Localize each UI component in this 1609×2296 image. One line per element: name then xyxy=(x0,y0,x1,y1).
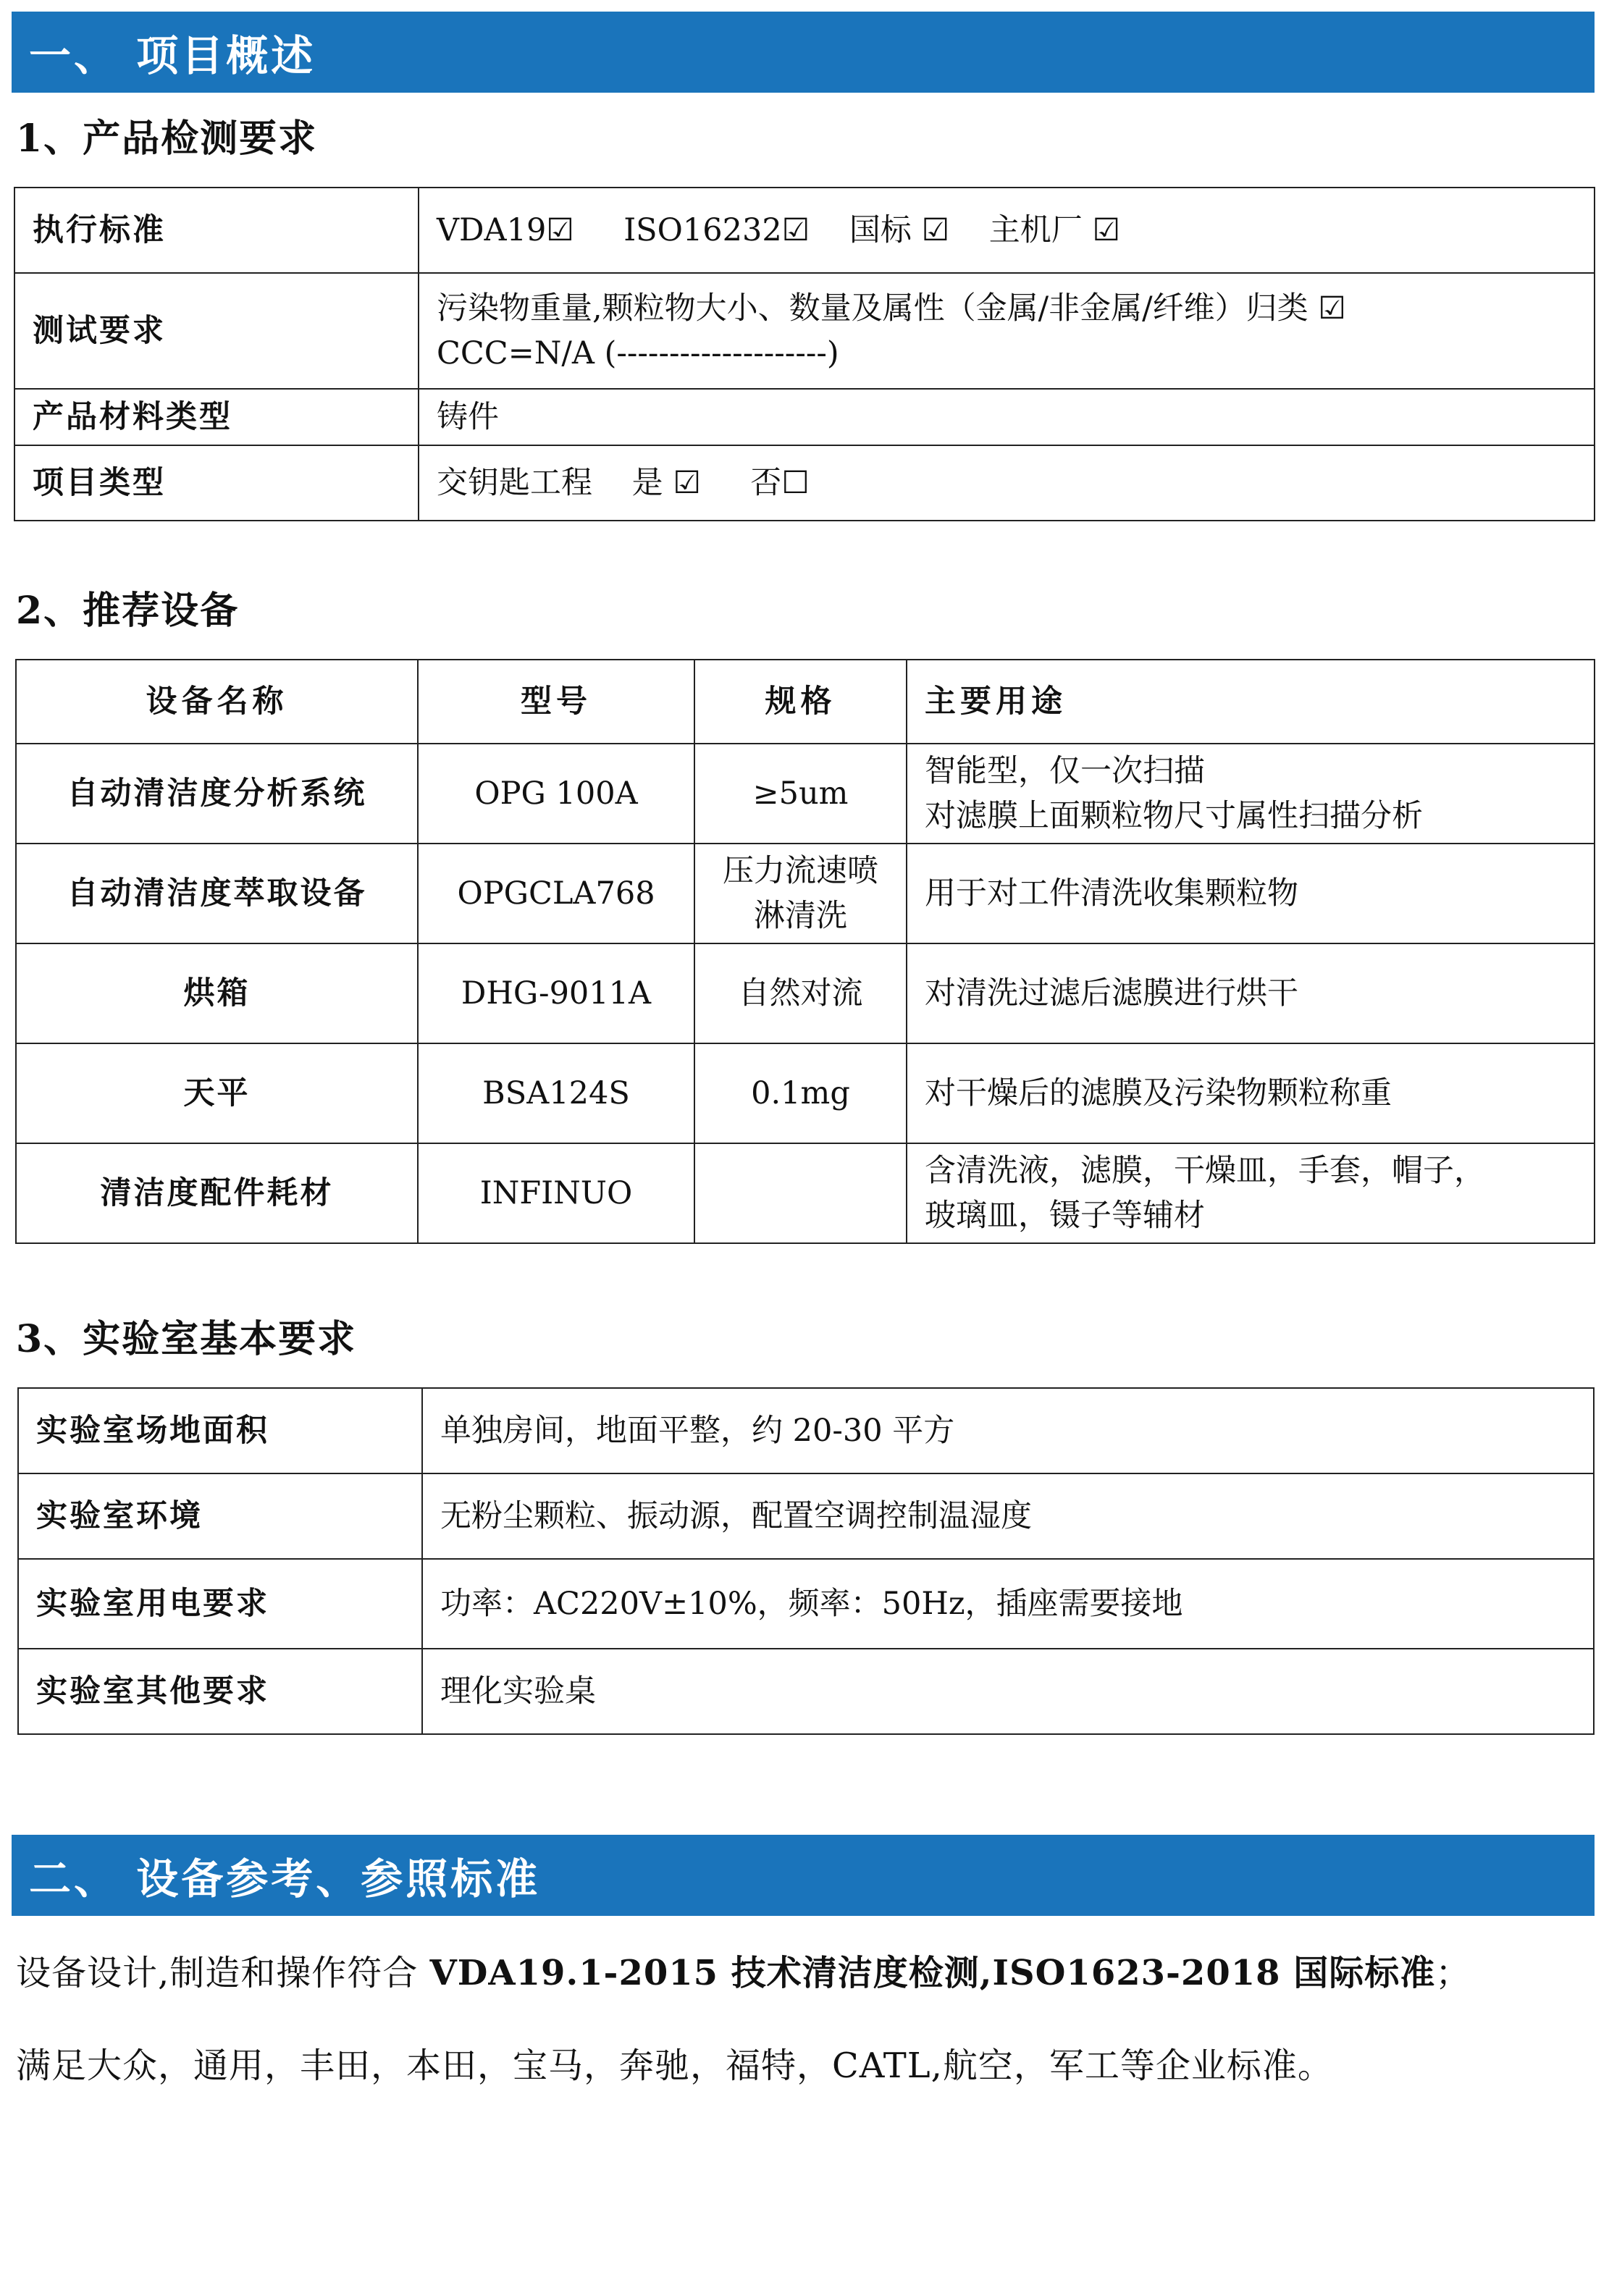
row-value: 无粉尘颗粒、振动源，配置空调控制温湿度 xyxy=(422,1473,1594,1559)
subheading-recommended-equipment: 2、推荐设备 xyxy=(16,589,240,633)
row-label: 实验室用电要求 xyxy=(18,1559,422,1649)
table-row xyxy=(16,943,1595,1043)
standards-paragraph xyxy=(16,1948,1595,1998)
subheading-lab-requirements: 3、实验室基本要求 xyxy=(16,1317,357,1361)
row-label: 实验室环境 xyxy=(18,1473,422,1559)
table-row xyxy=(16,844,1595,943)
column-header: 设备名称 xyxy=(16,660,418,744)
row-label: 执行标准 xyxy=(14,188,419,273)
row-label: 产品材料类型 xyxy=(14,389,419,445)
spec-line: 淋清洗 xyxy=(754,898,847,934)
table-row xyxy=(16,1143,1595,1243)
section-title: 一、 项目概述 xyxy=(29,31,316,80)
equipment-use: 对干燥后的滤膜及污染物颗粒称重 xyxy=(907,1043,1595,1143)
table-row xyxy=(14,188,1595,273)
paragraph-text: ； xyxy=(1435,1953,1471,1993)
subheading-product-requirements: 1、产品检测要求 xyxy=(16,117,318,161)
row-value: 单独房间，地面平整，约 20-30 平方 xyxy=(422,1388,1594,1473)
table-row xyxy=(14,445,1595,521)
equipment-model: INFINUO xyxy=(418,1143,694,1243)
equipment-use xyxy=(907,1143,1595,1243)
equipment-name: 天平 xyxy=(16,1043,418,1143)
equipment-name: 清洁度配件耗材 xyxy=(16,1143,418,1243)
table-row xyxy=(18,1388,1594,1473)
equipment-model: BSA124S xyxy=(418,1043,694,1143)
table-row xyxy=(14,273,1595,389)
equipment-name: 自动清洁度分析系统 xyxy=(16,744,418,844)
value-line: CCC=N/A (--------------------) xyxy=(437,335,839,371)
paragraph-text: 设备设计,制造和操作符合 xyxy=(16,1953,430,1993)
equipment-use: 对清洗过滤后滤膜进行烘干 xyxy=(907,943,1595,1043)
section-banner-overview xyxy=(12,12,1595,93)
equipment-table xyxy=(15,659,1595,1244)
equipment-use xyxy=(907,744,1595,844)
row-value xyxy=(419,273,1595,389)
equipment-model: OPGCLA768 xyxy=(418,844,694,943)
use-line: 玻璃皿，镊子等辅材 xyxy=(925,1198,1205,1234)
equipment-spec: 自然对流 xyxy=(694,943,907,1043)
paragraph-bold-text: VDA19.1-2015 技术清洁度检测,ISO1623-2018 国际标准 xyxy=(429,1953,1436,1993)
equipment-spec: 0.1mg xyxy=(694,1043,907,1143)
row-value: VDA19☑ ISO16232☑ 国标 ☑ 主机厂 ☑ xyxy=(419,188,1595,273)
use-line: 智能型，仅一次扫描 xyxy=(925,753,1205,789)
lab-requirements-table xyxy=(17,1387,1595,1735)
equipment-spec: ≥5um xyxy=(694,744,907,844)
row-label: 测试要求 xyxy=(14,273,419,389)
table-row xyxy=(16,744,1595,844)
section-title: 二、 设备参考、参照标准 xyxy=(29,1854,541,1904)
product-requirements-table xyxy=(14,187,1595,521)
equipment-use: 用于对工件清洗收集颗粒物 xyxy=(907,844,1595,943)
row-value: 交钥匙工程 是 ☑ 否☐ xyxy=(419,445,1595,521)
use-line: 对滤膜上面颗粒物尺寸属性扫描分析 xyxy=(925,798,1423,834)
row-value: 铸件 xyxy=(419,389,1595,445)
section-banner-standards xyxy=(12,1835,1595,1916)
row-label: 实验室其他要求 xyxy=(18,1649,422,1734)
row-value: 理化实验桌 xyxy=(422,1649,1594,1734)
equipment-model: DHG-9011A xyxy=(418,943,694,1043)
column-header: 主要用途 xyxy=(907,660,1595,744)
spec-line: 压力流速喷 xyxy=(723,853,878,889)
table-row xyxy=(18,1649,1594,1734)
table-row xyxy=(16,1043,1595,1143)
use-line: 含清洗液，滤膜，干燥皿，手套，帽子， xyxy=(925,1153,1485,1189)
value-line: 污染物重量,颗粒物大小、数量及属性（金属/非金属/纤维）归类 ☑ xyxy=(437,290,1346,327)
equipment-spec xyxy=(694,1143,907,1243)
row-value: 功率：AC220V±10%，频率：50Hz，插座需要接地 xyxy=(422,1559,1594,1649)
table-header-row xyxy=(16,660,1595,744)
column-header: 型号 xyxy=(418,660,694,744)
equipment-name: 自动清洁度萃取设备 xyxy=(16,844,418,943)
column-header: 规格 xyxy=(694,660,907,744)
equipment-model: OPG 100A xyxy=(418,744,694,844)
table-row xyxy=(18,1559,1594,1649)
equipment-name: 烘箱 xyxy=(16,943,418,1043)
table-row xyxy=(18,1473,1594,1559)
row-label: 项目类型 xyxy=(14,445,419,521)
row-label: 实验室场地面积 xyxy=(18,1388,422,1473)
table-row xyxy=(14,389,1595,445)
equipment-spec xyxy=(694,844,907,943)
compliance-paragraph: 满足大众，通用，丰田，本田，宝马，奔驰，福特，CATL,航空，军工等企业标准。 xyxy=(16,2045,1333,2086)
